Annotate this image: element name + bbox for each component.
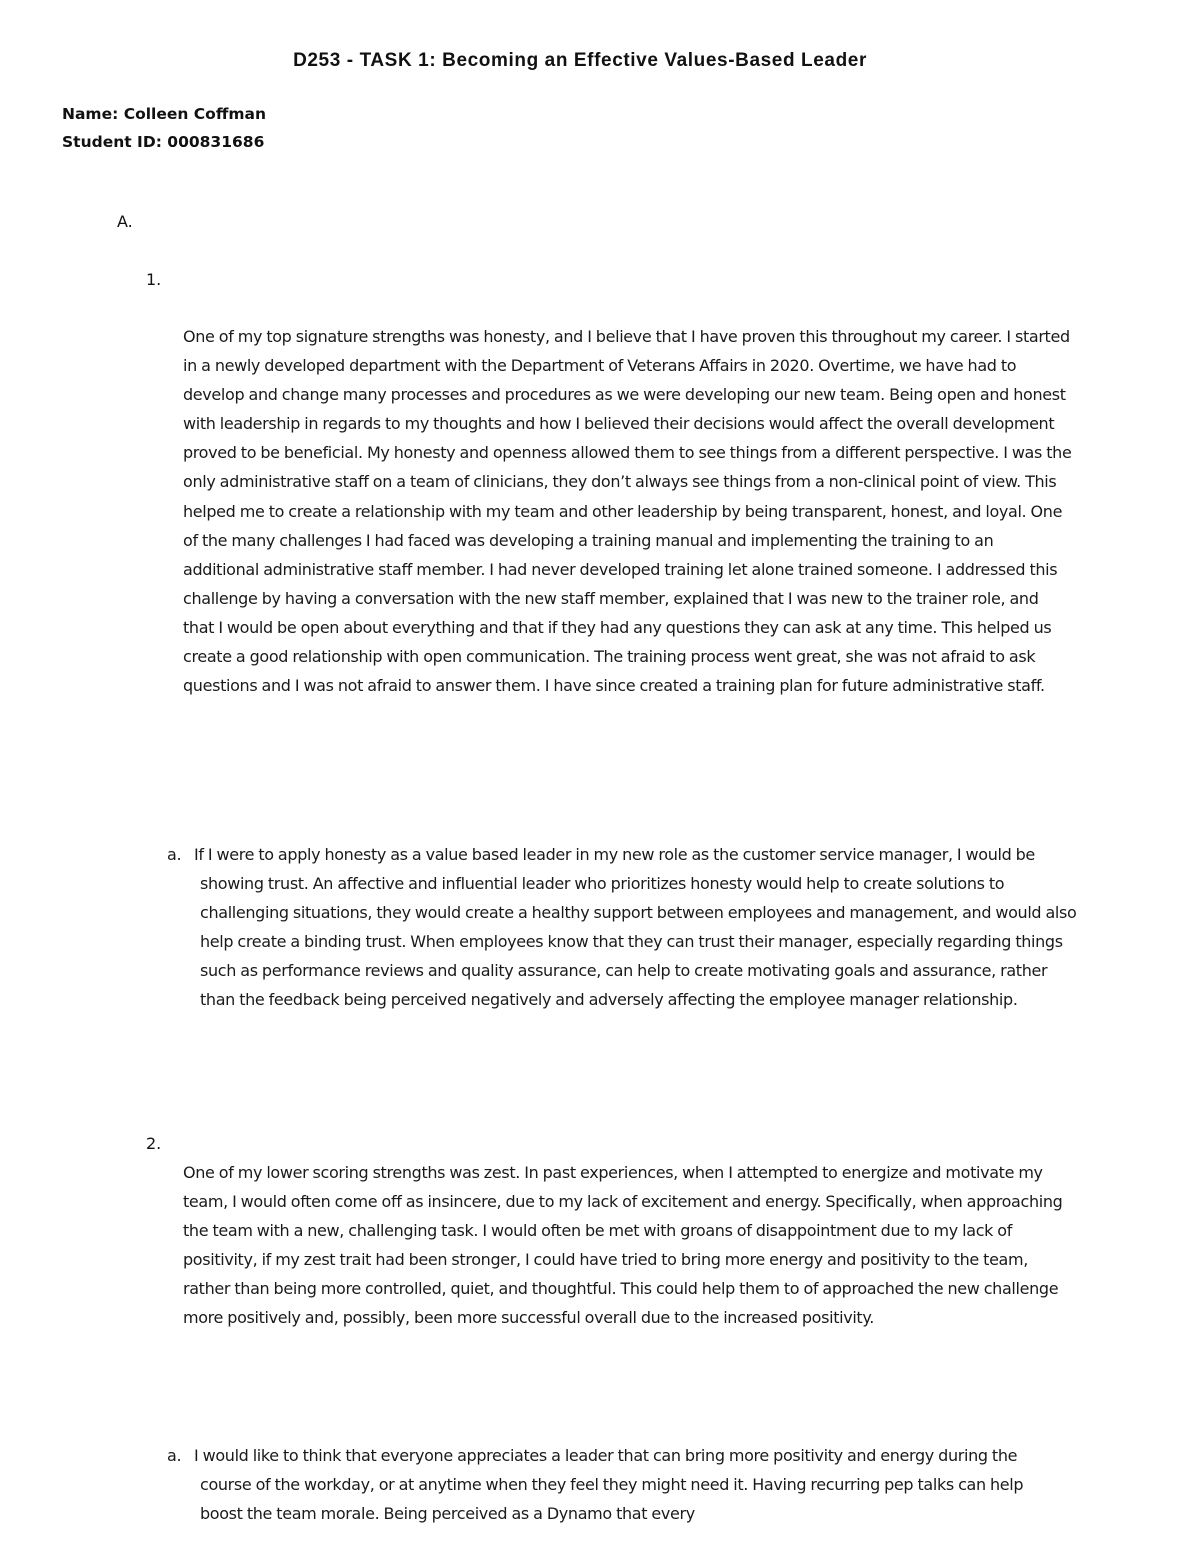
student-name: Name: Colleen Coffman [62, 105, 267, 123]
item-2a-marker: a. [167, 1446, 182, 1465]
item-1-paragraph: One of my top signature strengths was honesty, and I believe that I have proven this throughout my career. I started in a newly developed department with the Department of Veterans Affairs in 2020. Overtime, we have had to develop and change many processes and procedures as we were developing our new team. Being open and honest with leadership in regards to my thoughts and how I believed their decisions would affect the overall development proved to be beneficial. My honesty and openness allowed them to see things from a different perspective. I was the only administrative staff on a team of clinicians, they don’t always see things from a non-clinical point of view. This helped me to create a relationship with my team and other leadership by being transparent, honest, and loyal. One of the many challenges I had faced was developing a training manual and implementing the training to an additional administrative staff member. I had never developed training let alone trained someone. I addressed this challenge by having a conversation with the new staff member, explained that I was new to the trainer role, and that I would be open about everything and that if they had any questions they can ask at any time. This helped us create a good relationship with open communication. The training process went great, she was not afraid to ask questions and I was not afraid to answer them. I have since created a training plan for future administrative staff. [183, 327, 1072, 696]
student-id: Student ID: 000831686 [62, 133, 265, 151]
section-a-marker: A. [117, 212, 133, 231]
item-2-paragraph: One of my lower scoring strengths was zest. In past experiences, when I attempted to energize and motivate my team, I would often come off as insincere, due to my lack of excitement and energy. Specifically, when approaching the team with a new, challenging task. I would often be met with groans of disappointment due to my lack of positivity, if my zest trait had been stronger, I could have tried to bring more energy and positivity to the team, rather than being more controlled, quiet, and thoughtful. This could help them to of approached the new challenge more positively and, possibly, been more successful overall due to the increased positivity. [183, 1163, 1063, 1328]
item-1a-block [167, 840, 1080, 1015]
item-1-marker: 1. [146, 270, 162, 289]
item-1a-marker: a. [167, 845, 182, 864]
item-2a-block [167, 1441, 1070, 1528]
document-title: D253 - TASK 1: Becoming an Effective Values-Based Leader [293, 50, 867, 71]
item-1a-paragraph: If I were to apply honesty as a value based leader in my new role as the customer service manager, I would be showing trust. An affective and influential leader who prioritizes honesty would help to create solutions to challenging situations, they would create a healthy support between employees and management, and would also help create a binding trust. When employees know that they can trust their manager, especially regarding things such as performance reviews and quality assurance, can help to create motivating goals and assurance, rather than the feedback being perceived negatively and adversely affecting the employee manager relationship. [194, 845, 1077, 1010]
item-2a-paragraph: I would like to think that everyone appreciates a leader that can bring more positivity and energy during the course of the workday, or at anytime when they feel they might need it. Having recurring pep talks can help boost the team morale. Being perceived as a Dynamo that every [194, 1446, 1024, 1524]
item-2-marker: 2. [146, 1134, 162, 1153]
